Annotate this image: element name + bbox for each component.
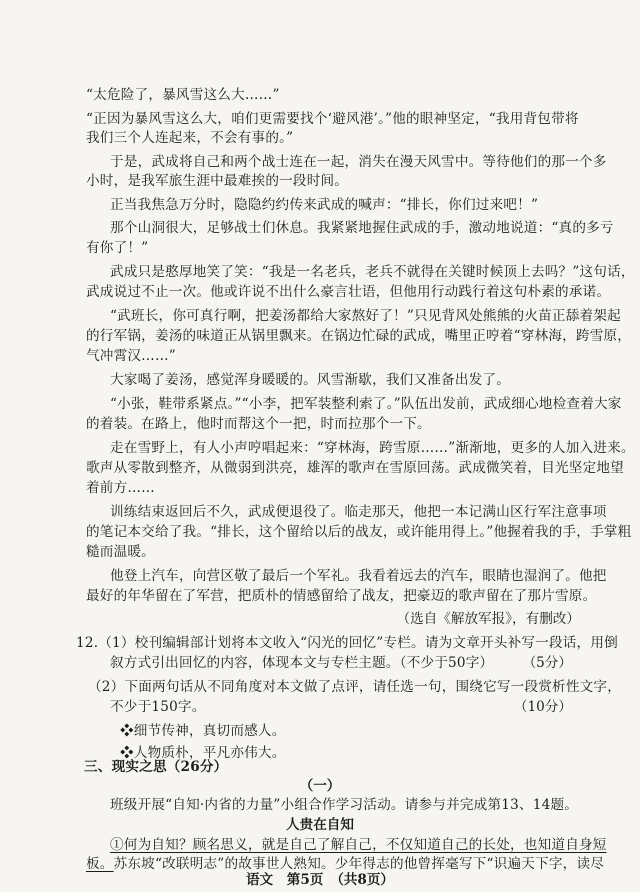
story-line: 糙而温暖。: [86, 544, 155, 560]
story-line: 歌声从零散到整齐，从微弱到洪亮，雄浑的歌声在雪原回荡。武成微笑着，目光坚定地望: [86, 460, 624, 476]
activity-intro: 班级开展“自知·内省的力量”小组合作学习活动。请参与并完成第13、14题。: [110, 797, 579, 813]
essay-continued-text: 苏东坡“改联明志”的故事世人熟知。少年得志的他曾挥毫写下“识遍天下字，读尽: [113, 856, 605, 872]
story-line: 气冲霄汉……”: [86, 348, 176, 364]
story-line: 的笔记本交给了我。“排长，这个留给以后的战友，或许能用得上。”他握着我的手，手掌粗: [86, 524, 632, 540]
story-line: 最好的年华留在了军营，把质朴的情感留给了战友，把豪迈的歌声留在了那片雪原。: [86, 588, 597, 604]
story-paragraph: 走在雪野上，有人小声哼唱起来：“穿林海，跨雪原……”渐渐地，更多的人加入进来。: [110, 440, 635, 456]
story-paragraph: 武成只是憨厚地笑了笑：“我是一名老兵，老兵不就得在关键时候顶上去吗？”这句话，: [110, 264, 635, 280]
story-paragraph: “小张，鞋带系紧点。”“小李，把军装整利索了。”队伍出发前，武成细心地检查着大家: [110, 396, 622, 412]
story-line: 的行军锅，姜汤的味道正从锅里飘来。在锅边忙碌的武成，嘴里正哼着“穿林海，跨雪原，: [86, 328, 632, 344]
page-footer-label: 语文 第5页 （共8页）: [245, 872, 395, 888]
story-line: 小时，是我军旅生涯中最难挨的一段时间。: [86, 173, 349, 189]
story-paragraph: “正因为暴风雪这么大，咱们更需要找个‘避风港’。”他的眼神坚定，“我用背包带将: [86, 111, 579, 127]
question-12-2-line2: 不少于150字。: [110, 699, 206, 715]
story-paragraph: 训练结束返回后不久，武成便退役了。临走那天，他把一本记满山区行军注意事项: [110, 504, 607, 520]
essay-underlined-end: 板。: [86, 856, 114, 872]
source-citation: （选自《解放军报》，有删改）: [396, 611, 580, 627]
story-paragraph: 他登上汽车，向营区敬了最后一个军礼。我看着远去的汽车，眼睛也湿润了。他把: [110, 568, 607, 584]
question-12-1: 12.（1）校刊编辑部计划将本文收入“闪光的回忆”专栏。请为文章开头补写一段话，用倒: [76, 635, 618, 651]
essay-paragraph-1: ①何为自知？顾名思义，就是自己了解自己，不仅知道自己的长处，也知道自身短: [110, 837, 607, 853]
story-paragraph: 那个山洞很大，足够战士们休息。我紧紧地握住武成的手，激动地说道：“真的多亏: [110, 220, 614, 236]
story-paragraph: 于是，武成将自己和两个战士连在一起，消失在漫天风雪中。等待他们的那一个多: [110, 154, 607, 170]
option-2: ❖人物质朴，平凡亦伟大。: [120, 745, 286, 761]
question-12-1-line2: 叙方式引出回忆的内容，体现本文与专栏主题。（不少于50字）: [110, 655, 494, 671]
section-heading: 三、现实之思（26分）: [84, 759, 228, 775]
question-12-2: （2）下面两句话从不同角度对本文做了点评，请任选一句，围绕它写一段赏析性文字，: [88, 679, 622, 695]
story-line: 我们三个人连起来，不会有事的。”: [86, 130, 294, 146]
story-paragraph: “太危险了，暴风雪这么大……”: [86, 87, 280, 103]
essay-title: 人贵在自知: [286, 817, 354, 833]
story-paragraph: 大家喝了姜汤，感觉浑身暖暖的。风雪渐歇，我们又准备出发了。: [110, 372, 511, 388]
story-line: 武成说过不止一次。他或许说不出什么豪言壮语，但他用行动践行着这句朴素的承诺。: [86, 284, 611, 300]
question-12-2-score: （10分）: [513, 699, 572, 715]
story-line: 着前方……: [86, 480, 155, 496]
question-12-1-score: （5分）: [522, 655, 572, 671]
part-heading: （一）: [299, 778, 341, 794]
option-1: ❖细节传神，真切而感人。: [120, 723, 286, 739]
story-line: 的着装。在路上，他时而帮这个一把，时而拉那个一下。: [86, 416, 431, 432]
story-paragraph: “武班长，你可真行啊，把姜汤都给大家熬好了！”只见背风处熊熊的火苗正舔着架起: [110, 308, 621, 324]
story-line: 有你了！”: [86, 240, 149, 256]
story-paragraph: 正当我焦急万分时，隐隐约约传来武成的喊声：“排长，你们过来吧！”: [110, 197, 539, 213]
